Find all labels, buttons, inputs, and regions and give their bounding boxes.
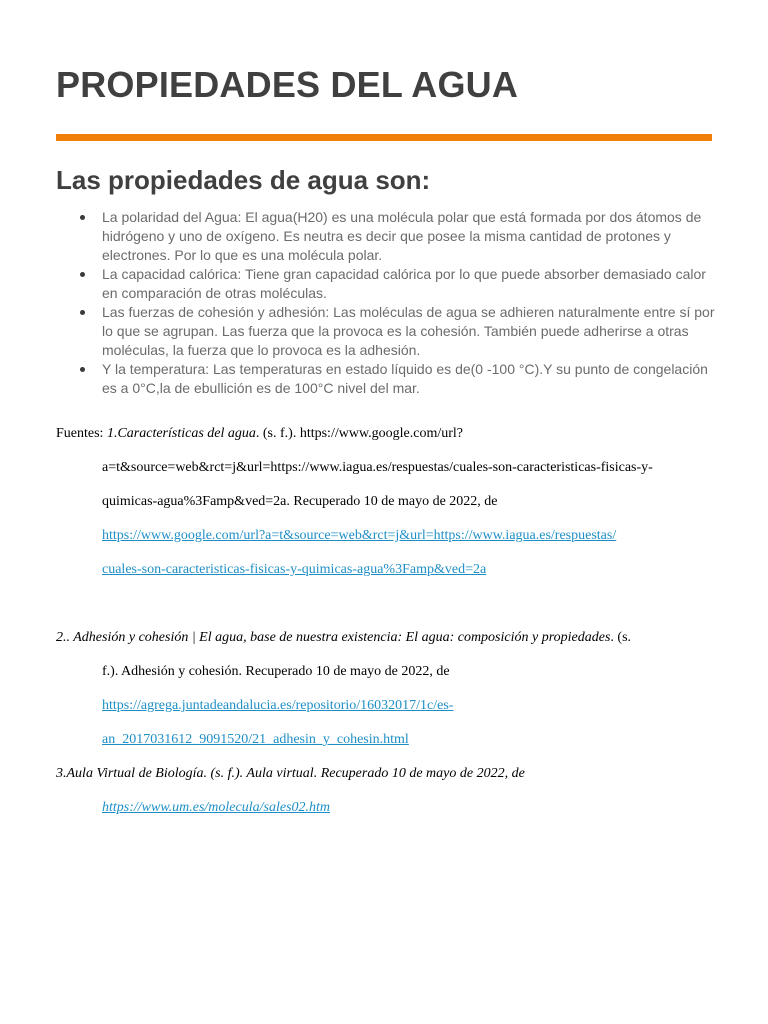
reference-2-line	[56, 621, 726, 655]
reference-text: . (s. f.). https://www.google.com/url?	[255, 426, 464, 441]
reference-1-line	[56, 417, 726, 451]
list-item: La capacidad calórica: Tiene gran capacidad calórica por lo que puede absorber demasiado calor en comparación de otras moléculas.	[56, 265, 716, 303]
properties-list	[56, 208, 716, 398]
reference-title: 2.. Adhesión y cohesión | El agua, base de nuestra existencia: El agua: composición y propiedades	[56, 630, 611, 645]
list-item: Y la temperatura: Las temperaturas en estado líquido es de(0 -100 °C).Y su punto de congelación es a 0°C,la de ebullición es de 100°C nivel del mar.	[56, 360, 716, 398]
spacer	[56, 587, 726, 621]
references-section	[56, 417, 726, 825]
reference-text: f.). Adhesión y cohesión. Recuperado 10 de mayo de 2022, de	[102, 664, 450, 679]
section-heading: Las propiedades de agua son:	[56, 165, 431, 195]
reference-link[interactable]: an_2017031612_9091520/21_adhesin_y_cohesin.html	[102, 732, 409, 747]
orange-divider	[56, 134, 712, 141]
reference-text: a=t&source=web&rct=j&url=https://www.iagua.es/respuestas/cuales-son-caracteristicas-fisicas-y-	[102, 460, 653, 475]
list-item: La polaridad del Agua: El agua(H20) es una molécula polar que está formada por dos átomos de hidrógeno y uno de oxígeno. Es neutra es decir que posee la misma cantidad de protones y electrones. Por lo que es una molécula polar.	[56, 208, 716, 265]
reference-3-line	[56, 757, 726, 791]
sources-label: Fuentes:	[56, 426, 107, 441]
reference-link[interactable]: https://www.um.es/molecula/sales02.htm	[102, 800, 331, 815]
reference-link[interactable]: https://agrega.juntadeandalucia.es/repositorio/16032017/1c/es-	[102, 698, 454, 713]
reference-text: . (s.	[610, 630, 632, 645]
reference-link[interactable]: cuales-son-caracteristicas-fisicas-y-quimicas-agua%3Famp&ved=2a	[102, 562, 487, 577]
list-item: Las fuerzas de cohesión y adhesión: Las moléculas de agua se adhieren naturalmente entre sí por lo que se agrupan. Las fuerza que la provoca es la cohesión. También puede adherirse a otras moléculas, la fuerza que lo provoca es la adhesión.	[56, 303, 716, 360]
reference-link[interactable]: https://www.google.com/url?a=t&source=web&rct=j&url=https://www.iagua.es/respuestas/	[102, 528, 617, 543]
reference-title: 1.Características del agua	[106, 426, 256, 441]
reference-title: 3.Aula Virtual de Biología. (s. f.). Aula virtual. Recuperado 10 de mayo de 2022, de	[56, 766, 525, 781]
reference-text: quimicas-agua%3Famp&ved=2a. Recuperado 10 de mayo de 2022, de	[102, 494, 498, 509]
page-title: PROPIEDADES DEL AGUA	[56, 64, 519, 105]
